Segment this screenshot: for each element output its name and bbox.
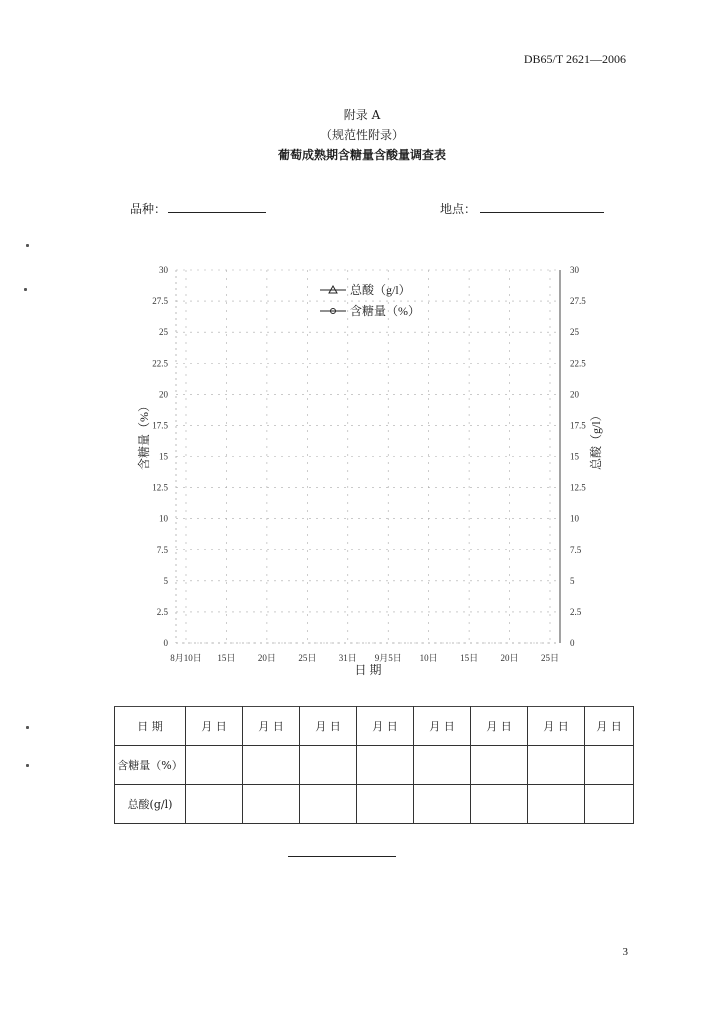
y-axis-right-ticks — [570, 265, 586, 648]
x-tick-label: 15日 — [460, 653, 479, 663]
y-axis-left-title: 含糖量（%） — [137, 400, 151, 470]
y-tick-label-left: 2.5 — [156, 606, 168, 617]
x-tick-label: 9月5日 — [374, 653, 402, 663]
date-cell: 月 日 — [585, 707, 634, 746]
data-cell — [186, 746, 243, 785]
y-tick-label-left: 27.5 — [152, 296, 168, 307]
x-tick-label: 20日 — [257, 653, 276, 663]
y-tick-label-right: 25 — [570, 327, 579, 338]
y-tick-label-right: 2.5 — [570, 606, 582, 617]
x-axis-ticks — [170, 653, 559, 663]
y-tick-label-right: 22.5 — [570, 358, 586, 369]
data-cell — [186, 785, 243, 824]
appendix-type: （规范性附录） — [319, 128, 404, 142]
date-cell: 月 日 — [357, 707, 414, 746]
scan-speck — [26, 726, 29, 729]
row-label-sugar: 含糖量（%） — [115, 746, 186, 785]
data-cell — [528, 746, 585, 785]
data-cell — [300, 746, 357, 785]
y-tick-label-right: 15 — [570, 451, 579, 462]
data-cell — [471, 785, 528, 824]
date-cell: 月 日 — [528, 707, 585, 746]
data-cell — [357, 746, 414, 785]
y-tick-label-left: 22.5 — [152, 358, 168, 369]
y-tick-label-left: 30 — [159, 265, 168, 275]
y-tick-label-left: 17.5 — [152, 420, 168, 431]
scan-speck — [26, 764, 29, 767]
data-cell — [471, 746, 528, 785]
date-cell: 月 日 — [243, 707, 300, 746]
variety-label: 品种： — [130, 202, 167, 216]
y-tick-label-left: 5 — [163, 575, 168, 586]
y-tick-label-left: 25 — [159, 327, 168, 338]
row-label-acid: 总酸(g/l) — [115, 785, 186, 824]
date-cell: 月 日 — [186, 707, 243, 746]
legend-label-acid: 总酸（g/l） — [350, 283, 411, 297]
y-axis-left-ticks — [152, 265, 168, 648]
x-axis-title: 日 期 — [354, 663, 382, 677]
x-tick-label: 25日 — [540, 653, 560, 663]
location-label: 地点： — [440, 202, 477, 216]
x-tick-label: 15日 — [217, 653, 236, 663]
data-cell — [414, 746, 471, 785]
y-tick-label-right: 10 — [570, 513, 579, 524]
page-number: 3 — [622, 946, 628, 958]
x-tick-label: 20日 — [500, 653, 519, 663]
x-tick-label: 10日 — [419, 653, 438, 663]
y-tick-label-left: 7.5 — [156, 544, 168, 555]
table-row — [115, 785, 634, 824]
y-tick-label-right: 7.5 — [570, 544, 582, 555]
y-tick-label-right: 30 — [570, 265, 579, 275]
y-tick-label-right: 0 — [570, 638, 575, 648]
data-cell — [528, 785, 585, 824]
date-cell: 月 日 — [471, 707, 528, 746]
y-tick-label-right: 27.5 — [570, 296, 586, 307]
y-tick-label-left: 10 — [159, 513, 168, 524]
y-tick-label-left: 15 — [159, 451, 168, 462]
x-tick-label: 31日 — [338, 653, 357, 663]
x-tick-label: 25日 — [298, 653, 317, 663]
chart-grid — [176, 270, 560, 643]
y-tick-label-right: 12.5 — [570, 482, 586, 493]
y-tick-label-right: 17.5 — [570, 420, 586, 431]
survey-table — [114, 706, 634, 824]
y-tick-label-left: 12.5 — [152, 482, 168, 493]
legend-label-sugar: 含糖量（%） — [350, 304, 420, 318]
y-axis-right-title: 总酸（g/l） — [589, 409, 603, 470]
x-tick-label: 8月10日 — [170, 653, 202, 663]
scan-speck — [26, 244, 29, 247]
data-cell — [585, 746, 634, 785]
y-tick-label-right: 5 — [570, 575, 575, 586]
sugar-acid-chart — [0, 250, 724, 690]
appendix-name: 葡萄成熟期含糖量含酸量调查表 — [277, 148, 446, 162]
chart-legend — [320, 283, 420, 318]
standard-code: DB65/T 2621—2006 — [523, 52, 626, 66]
table-header-label: 日 期 — [115, 707, 186, 746]
data-cell — [243, 746, 300, 785]
y-tick-label-left: 20 — [159, 389, 168, 400]
data-cell — [357, 785, 414, 824]
y-tick-label-right: 20 — [570, 389, 579, 400]
end-line — [288, 856, 396, 857]
location-line — [480, 212, 604, 213]
table-row — [115, 746, 634, 785]
data-cell — [300, 785, 357, 824]
date-cell: 月 日 — [414, 707, 471, 746]
data-cell — [414, 785, 471, 824]
date-cell: 月 日 — [300, 707, 357, 746]
data-cell — [243, 785, 300, 824]
data-cell — [585, 785, 634, 824]
variety-line — [168, 212, 266, 213]
y-tick-label-left: 0 — [163, 638, 168, 648]
appendix-title: 附录 A — [343, 108, 381, 122]
table-header-row — [115, 707, 634, 746]
